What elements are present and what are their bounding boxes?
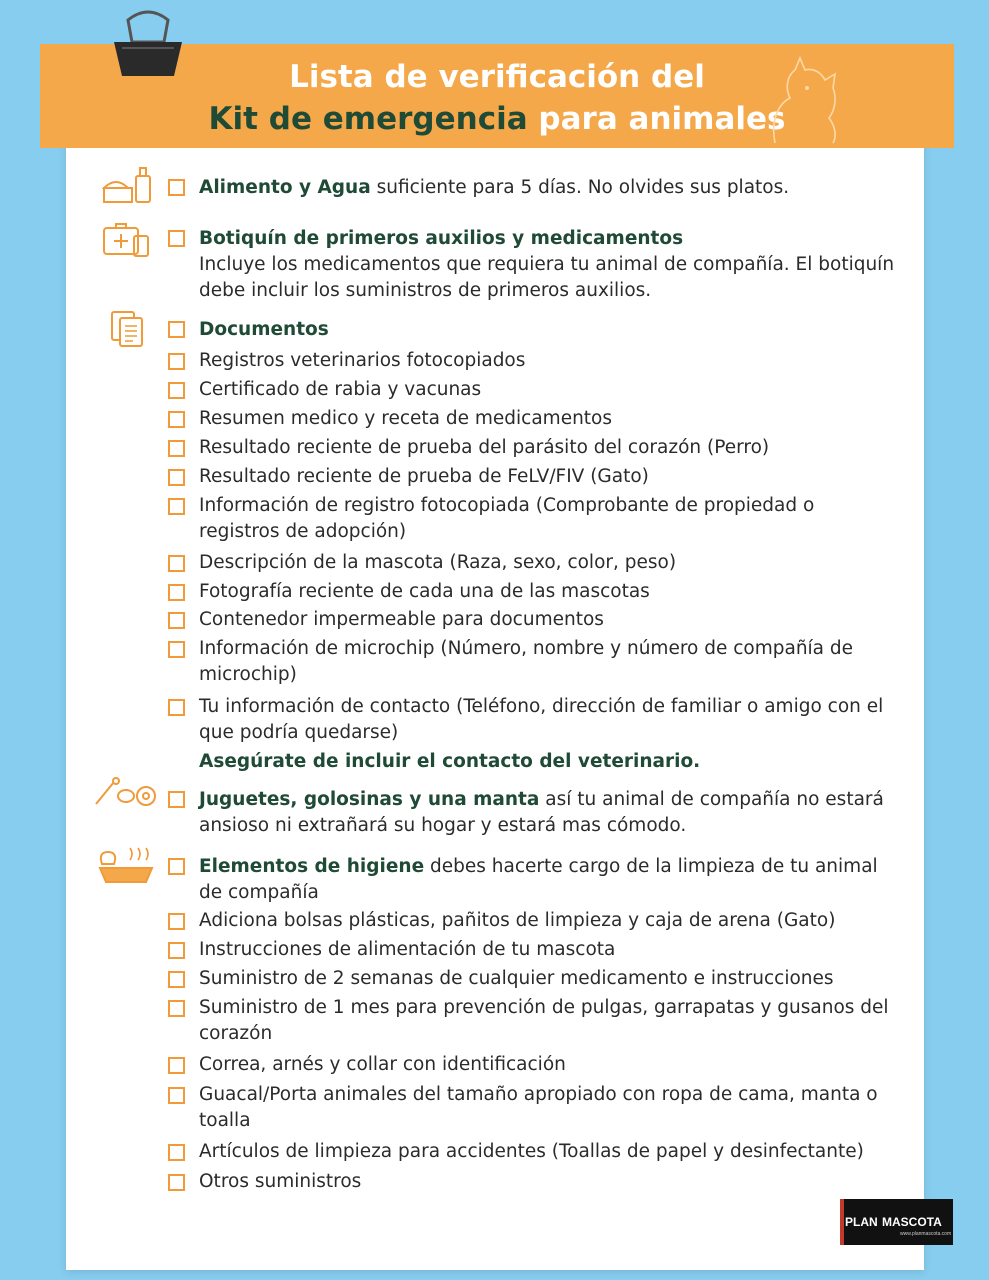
food-bowl-icon — [102, 166, 154, 206]
hygiene-item: Elementos de higiene debes hacerte cargo de la limpieza de tu animal de compañía — [199, 856, 878, 903]
hygiene-subitem: Otros suministros — [199, 1171, 362, 1192]
hygiene-litter-icon — [96, 844, 158, 884]
checkbox-doc-5[interactable] — [168, 469, 185, 486]
checkbox-hyg-8[interactable] — [168, 1174, 185, 1191]
checkbox-hyg-6[interactable] — [168, 1087, 185, 1104]
doc-item: Resultado reciente de prueba del parásito del corazón (Perro) — [199, 437, 770, 458]
title-line-2-white: para animales — [527, 101, 786, 137]
first-aid-desc: Incluye los medicamentos que requiera tu animal de compañía. El botiquín debe incluir los suministros de primeros auxilios. — [199, 254, 895, 301]
plan-mascota-logo — [840, 1199, 953, 1245]
binder-clip-icon — [108, 10, 188, 80]
hygiene-subitem: Instrucciones de alimentación de tu mascota — [199, 939, 616, 960]
checkbox-doc-11[interactable] — [168, 699, 185, 716]
checkbox-toys[interactable] — [168, 791, 185, 808]
checkbox-hyg-4[interactable] — [168, 1000, 185, 1017]
logo-mascota-text: MASCOTA — [882, 1215, 942, 1229]
title-line-2-green: Kit de emergencia — [208, 101, 528, 137]
checkbox-hyg-7[interactable] — [168, 1144, 185, 1161]
checkbox-hyg-2[interactable] — [168, 942, 185, 959]
doc-item: Fotografía reciente de cada una de las mascotas — [199, 581, 650, 602]
logo-plan-text: PLAN — [845, 1215, 878, 1229]
doc-item: Resumen medico y receta de medicamentos — [199, 408, 613, 429]
checkbox-food[interactable] — [168, 179, 185, 196]
doc-item: Registros veterinarios fotocopiados — [199, 350, 526, 371]
checkbox-documents[interactable] — [168, 321, 185, 338]
doc-item: Tu información de contacto (Teléfono, dirección de familiar o amigo con el que podría quedarse) — [199, 696, 884, 743]
checkbox-doc-6[interactable] — [168, 498, 185, 515]
pet-outline-icon — [755, 48, 855, 148]
first-aid-item — [199, 226, 899, 304]
documents-title: Documentos — [199, 319, 329, 340]
checkbox-hyg-5[interactable] — [168, 1057, 185, 1074]
documents-icon — [110, 310, 146, 348]
first-aid-kit-icon — [102, 220, 154, 260]
hygiene-subitem: Suministro de 2 semanas de cualquier medicamento e instrucciones — [199, 968, 834, 989]
toys-item: Juguetes, golosinas y una manta así tu animal de compañía no estará ansioso ni extrañará su hogar y estará mas cómodo. — [199, 789, 884, 836]
checkbox-first-aid[interactable] — [168, 230, 185, 247]
checkbox-doc-1[interactable] — [168, 353, 185, 370]
hygiene-subitem: Artículos de limpieza para accidentes (Toallas de papel y desinfectante) — [199, 1141, 864, 1162]
hygiene-subitem: Suministro de 1 mes para prevención de pulgas, garrapatas y gusanos del corazón — [199, 997, 889, 1044]
vet-contact-note: Asegúrate de incluir el contacto del veterinario. — [199, 751, 701, 772]
checkbox-doc-7[interactable] — [168, 555, 185, 572]
food-item: Alimento y Agua suficiente para 5 días. No olvides sus platos. — [199, 177, 790, 198]
hygiene-subitem: Guacal/Porta animales del tamaño apropiado con ropa de cama, manta o toalla — [199, 1084, 878, 1131]
first-aid-title: Botiquín de primeros auxilios y medicamentos — [199, 228, 684, 249]
hygiene-subitem: Adiciona bolsas plásticas, pañitos de limpieza y caja de arena (Gato) — [199, 910, 836, 931]
logo-url: www.planmascota.com — [900, 1231, 952, 1237]
toys-icon — [94, 776, 160, 810]
title-line-1: Lista de verificación del — [289, 59, 705, 95]
checkbox-doc-10[interactable] — [168, 641, 185, 658]
checkbox-doc-8[interactable] — [168, 584, 185, 601]
hygiene-subitem: Correa, arnés y collar con identificación — [199, 1054, 566, 1075]
doc-item: Contenedor impermeable para documentos — [199, 609, 604, 630]
doc-item: Certificado de rabia y vacunas — [199, 379, 482, 400]
checkbox-hyg-1[interactable] — [168, 913, 185, 930]
logo-accent — [840, 1199, 844, 1245]
checkbox-doc-4[interactable] — [168, 440, 185, 457]
checkbox-doc-9[interactable] — [168, 612, 185, 629]
doc-item: Información de microchip (Número, nombre y número de compañía de microchip) — [199, 638, 854, 685]
doc-item: Información de registro fotocopiada (Comprobante de propiedad o registros de adopción) — [199, 495, 815, 542]
doc-item: Resultado reciente de prueba de FeLV/FIV (Gato) — [199, 466, 649, 487]
checkbox-hyg-3[interactable] — [168, 971, 185, 988]
checkbox-doc-3[interactable] — [168, 411, 185, 428]
doc-item: Descripción de la mascota (Raza, sexo, color, peso) — [199, 552, 677, 573]
checkbox-hygiene[interactable] — [168, 858, 185, 875]
checkbox-doc-2[interactable] — [168, 382, 185, 399]
